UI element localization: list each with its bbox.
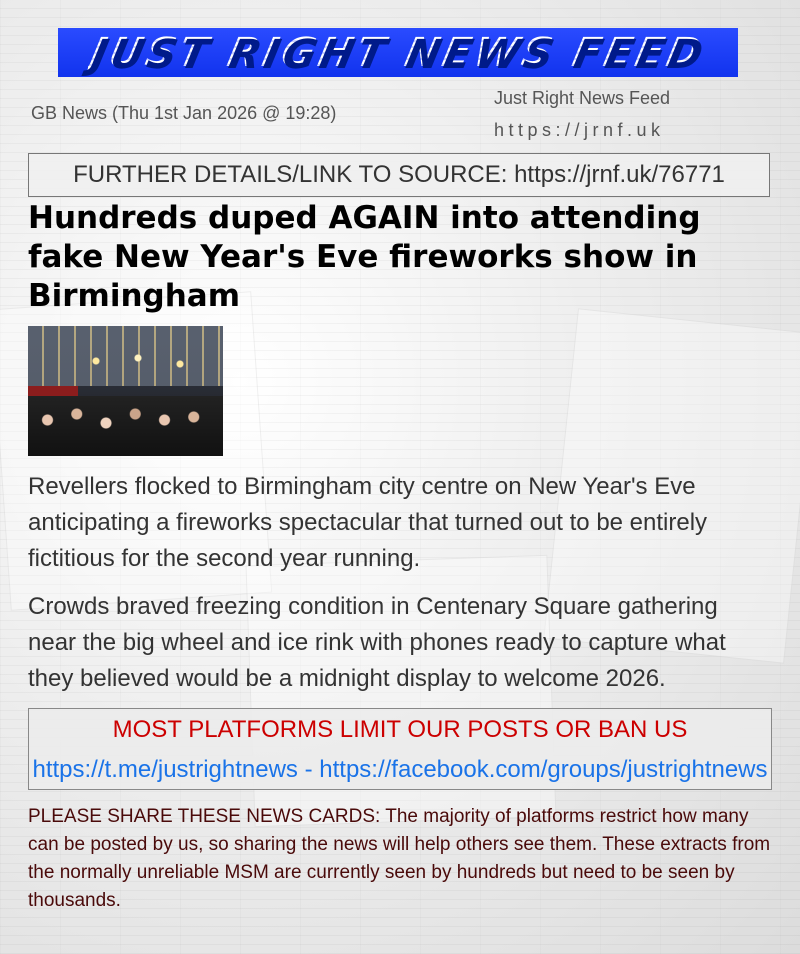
site-banner xyxy=(58,28,738,77)
platform-links xyxy=(29,756,771,784)
article-photo xyxy=(28,326,223,456)
source-attribution: GB News (Thu 1st Jan 2026 @ 19:28) xyxy=(31,103,337,123)
photo-lights xyxy=(68,346,208,376)
article-headline: Hundreds duped AGAIN into attending fake New Year's Eve fireworks show in Birmingham xyxy=(28,200,701,314)
share-note: PLEASE SHARE THESE NEWS CARDS: The majority of platforms restrict how many can be posted by us, so sharing the news will help others see them. These extracts from the normally unreliable MSM are currently seen by hundreds but need to be seen by thousands. xyxy=(28,806,771,911)
platform-notice-box xyxy=(28,708,772,790)
article-paragraph: Revellers flocked to Birmingham city centre on New Year's Eve anticipating a fireworks spectacular that turned out to be entirely fictitious for the second year running. xyxy=(28,473,708,572)
telegram-link[interactable]: https://t.me/justrightnews xyxy=(32,756,298,783)
facebook-link[interactable]: https://facebook.com/groups/justrightnews xyxy=(319,756,768,783)
photo-crowd xyxy=(28,396,223,456)
platform-warning: MOST PLATFORMS LIMIT OUR POSTS OR BAN US xyxy=(112,716,688,743)
link-separator: - xyxy=(297,756,320,783)
brand-url[interactable]: https://jrnf.uk xyxy=(494,120,665,140)
article-paragraph: Crowds braved freezing condition in Centenary Square gathering near the big wheel and ice rink with phones ready to capture what they believed would be a midnight display to welcome 2026. xyxy=(28,593,726,692)
details-link-text[interactable]: FURTHER DETAILS/LINK TO SOURCE: https://jrnf.uk/76771 xyxy=(73,161,725,188)
brand-name: Just Right News Feed xyxy=(494,88,671,108)
details-link-box[interactable] xyxy=(28,153,770,197)
banner-title: JUST RIGHT NEWS FEED xyxy=(86,29,710,76)
